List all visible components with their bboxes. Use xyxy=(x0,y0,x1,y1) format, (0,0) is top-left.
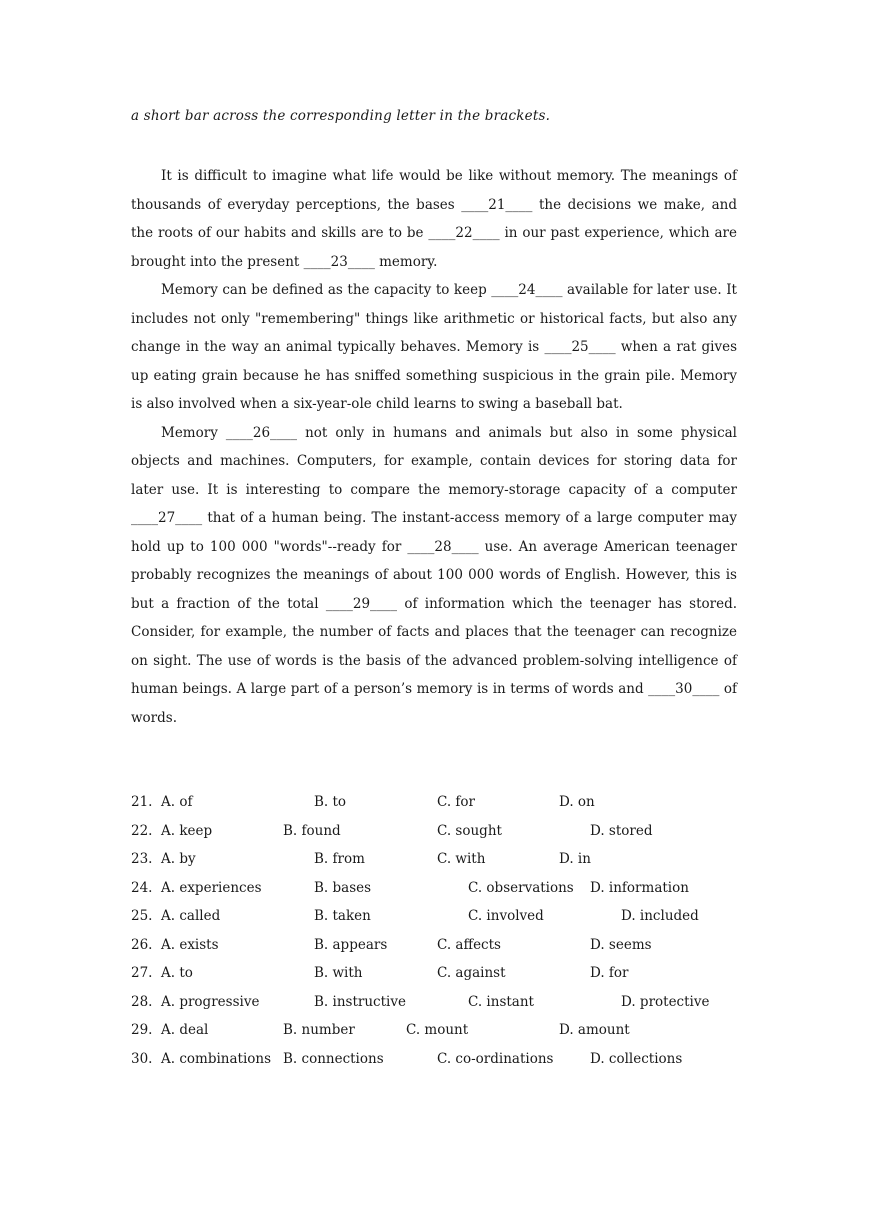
option-c: C. involved xyxy=(468,908,544,924)
question-number: 22. xyxy=(131,822,153,839)
question-row-28 xyxy=(131,988,771,1017)
option-a: A. progressive xyxy=(161,993,260,1010)
option-b: B. instructive xyxy=(314,993,406,1010)
option-d: D. information xyxy=(590,879,689,896)
option-b: B. taken xyxy=(314,908,371,924)
option-b: B. connections xyxy=(283,1050,384,1067)
passage-paragraph-1: It is difficult to imagine what life would be like without memory. The meanings of thousands of everyday perceptions, the bases ____21____ the decisions we make, and the roots of our habits and skills are to be ____22____ in our past experience, which are brought into the present ____23____ memory. xyxy=(131,168,737,270)
question-number: 28. xyxy=(131,993,153,1010)
option-d: D. for xyxy=(590,965,629,981)
question-number: 27. xyxy=(131,965,153,981)
question-row-26 xyxy=(131,931,771,960)
option-d: D. on xyxy=(559,794,595,810)
option-b: B. bases xyxy=(314,879,372,896)
option-c: C. mount xyxy=(406,1022,469,1038)
option-d: D. protective xyxy=(621,993,710,1010)
question-number: 29. xyxy=(131,1022,153,1038)
option-c: C. for xyxy=(437,794,476,810)
question-number: 26. xyxy=(131,936,153,953)
question-number: 30. xyxy=(131,1050,153,1067)
instruction-text: a short bar across the corresponding letter in the brackets. xyxy=(131,108,551,124)
option-b: B. to xyxy=(314,794,347,810)
option-b: B. appears xyxy=(314,936,388,953)
question-number: 21. xyxy=(131,794,153,810)
option-a: A. called xyxy=(161,908,221,924)
answer-options xyxy=(131,788,771,1073)
question-number: 25. xyxy=(131,908,153,924)
question-number: 23. xyxy=(131,851,153,867)
option-a: A. by xyxy=(161,851,196,867)
question-row-24 xyxy=(131,874,771,903)
option-a: A. combinations xyxy=(161,1050,272,1067)
option-c: C. instant xyxy=(468,993,534,1010)
option-b: B. from xyxy=(314,851,365,867)
option-a: A. to xyxy=(161,965,193,981)
option-a: A. of xyxy=(161,794,193,810)
option-c: C. with xyxy=(437,851,486,867)
option-c: C. affects xyxy=(437,936,501,953)
option-d: D. seems xyxy=(590,936,652,953)
option-c: C. observations xyxy=(468,879,574,896)
option-a: A. experiences xyxy=(161,879,262,896)
question-row-29 xyxy=(131,1016,771,1045)
question-row-23 xyxy=(131,845,771,874)
question-number: 24. xyxy=(131,879,153,896)
passage-paragraph-2: Memory can be defined as the capacity to keep ____24____ available for later use. It includes not only "remembering" things like arithmetic or historical facts, but also any change in the way an animal typically behaves. Memory is ____25____ when a rat gives up eating grain because he has sniffed something suspicious in the grain pile. Memory is also involved when a six-year-ole child learns to swing a baseball bat. xyxy=(131,282,737,412)
option-d: D. included xyxy=(621,908,699,924)
option-d: D. in xyxy=(559,851,591,867)
option-b: B. with xyxy=(314,965,363,981)
option-c: C. against xyxy=(437,965,506,981)
option-a: A. keep xyxy=(161,822,213,839)
option-d: D. amount xyxy=(559,1022,630,1038)
option-c: C. co-ordinations xyxy=(437,1050,554,1067)
cloze-passage xyxy=(131,162,737,732)
question-row-25 xyxy=(131,902,771,931)
passage-paragraph-3: Memory ____26____ not only in humans and animals but also in some physical objects and machines. Computers, for example, contain devices for storing data for later use. It is interesting to compare the memory-storage capacity of a computer ____27____ that of a human being. The instant-access memory of a large computer may hold up to 100 000 "words"--ready for ____28____ use. An average American teenager probably recognizes the meanings of about 100 000 words of English. However, this is but a fraction of the total ____29____ of information which the teenager has stored. Consider, for example, the number of facts and places that the teenager can recognize on sight. The use of words is the basis of the advanced problem-solving intelligence of human beings. A large part of a person’s memory is in terms of words and ____30____ of words. xyxy=(131,424,737,726)
question-row-22 xyxy=(131,817,771,846)
option-d: D. collections xyxy=(590,1050,683,1067)
option-a: A. exists xyxy=(161,936,219,953)
option-d: D. stored xyxy=(590,822,653,839)
option-a: A. deal xyxy=(161,1022,209,1038)
option-b: B. number xyxy=(283,1022,355,1038)
question-row-30 xyxy=(131,1045,771,1074)
question-row-21 xyxy=(131,788,771,817)
option-b: B. found xyxy=(283,822,341,839)
option-c: C. sought xyxy=(437,822,502,839)
question-row-27 xyxy=(131,959,771,988)
